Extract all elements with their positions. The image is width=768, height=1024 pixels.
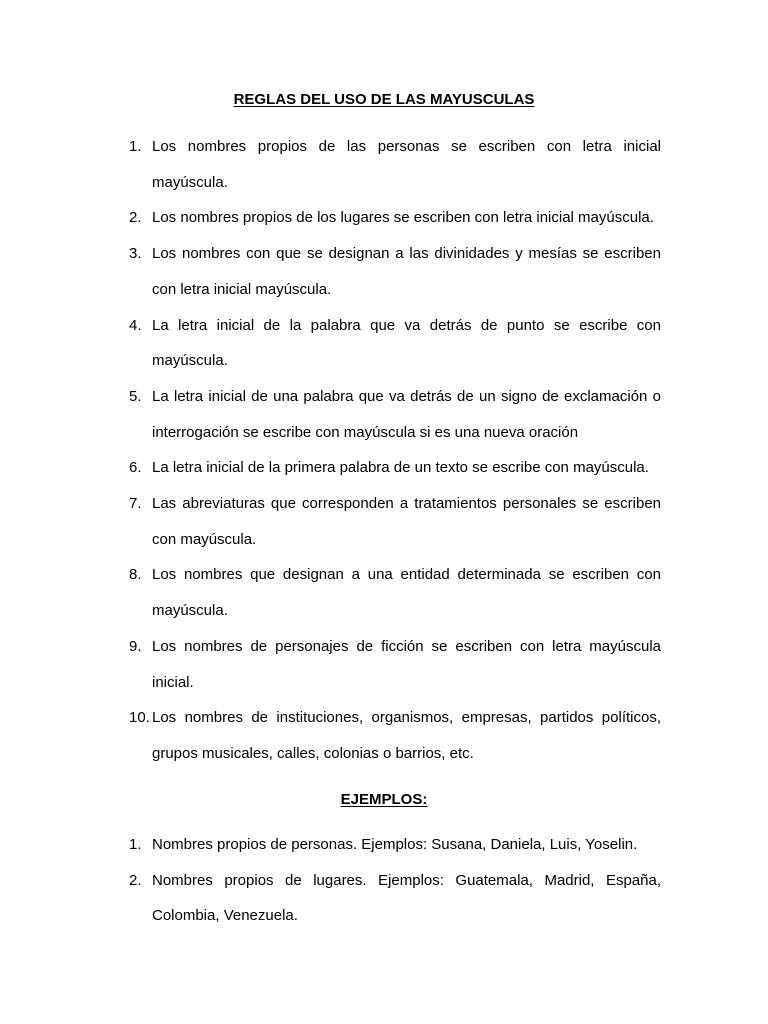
example-item: [0, 827, 768, 863]
rule-number: 4.: [129, 316, 142, 334]
rules-list: [0, 129, 768, 772]
rule-text: Los nombres que designan a una entidad determinada se escriben con mayúscula.: [152, 566, 661, 620]
rule-item: [0, 200, 768, 236]
rule-item: [0, 557, 768, 628]
rule-text: La letra inicial de la palabra que va detrás de punto se escribe con mayúscula.: [152, 316, 661, 370]
example-number: 2.: [129, 871, 142, 889]
rule-text: Los nombres propios de los lugares se escriben con letra inicial mayúscula.: [152, 209, 654, 227]
rule-text: Los nombres propios de las personas se escriben con letra inicial mayúscula.: [152, 138, 661, 191]
rule-number: 6.: [129, 459, 142, 477]
rule-number: 1.: [129, 138, 142, 155]
rule-number: 3.: [129, 245, 142, 263]
example-item: [0, 863, 768, 934]
rule-number: 10.: [129, 709, 150, 727]
rule-item: [0, 236, 768, 307]
rule-item: [0, 379, 768, 450]
rule-item: [0, 129, 768, 200]
example-number: 1.: [129, 836, 142, 853]
rule-text: Las abreviaturas que corresponden a tratamientos personales se escriben con mayúscula.: [152, 495, 661, 548]
rule-number: 5.: [129, 387, 142, 405]
rule-item: [0, 308, 768, 379]
rule-item: [0, 450, 768, 486]
rule-number: 2.: [129, 209, 142, 227]
rule-item: [0, 700, 768, 771]
rule-number: 7.: [129, 495, 142, 513]
example-text: Nombres propios de personas. Ejemplos: Susana, Daniela, Luis, Yoselin.: [152, 836, 638, 853]
rule-number: 9.: [129, 637, 142, 655]
examples-heading: EJEMPLOS:: [340, 791, 428, 808]
rule-text: Los nombres de personajes de ficción se escriben con letra mayúscula inicial.: [152, 637, 661, 691]
rule-item: [0, 486, 768, 557]
rule-text: La letra inicial de una palabra que va detrás de un signo de exclamación o interrogación se escribe con mayúscula si es una nueva oración: [152, 387, 661, 441]
example-text: Nombres propios de lugares. Ejemplos: Guatemala, Madrid, España, Colombia, Venezuela.: [152, 871, 661, 925]
rule-item: [0, 629, 768, 700]
rule-text: Los nombres con que se designan a las divinidades y mesías se escriben con letra inicial mayúscula.: [152, 245, 661, 298]
rule-text: Los nombres de instituciones, organismos, empresas, partidos políticos, grupos musicales, calles, colonias o barrios, etc.: [152, 709, 661, 762]
rule-text: La letra inicial de la primera palabra de un texto se escribe con mayúscula.: [152, 459, 649, 477]
examples-list: [0, 827, 768, 934]
document-title: REGLAS DEL USO DE LAS MAYUSCULAS: [233, 91, 535, 108]
rule-number: 8.: [129, 566, 142, 584]
